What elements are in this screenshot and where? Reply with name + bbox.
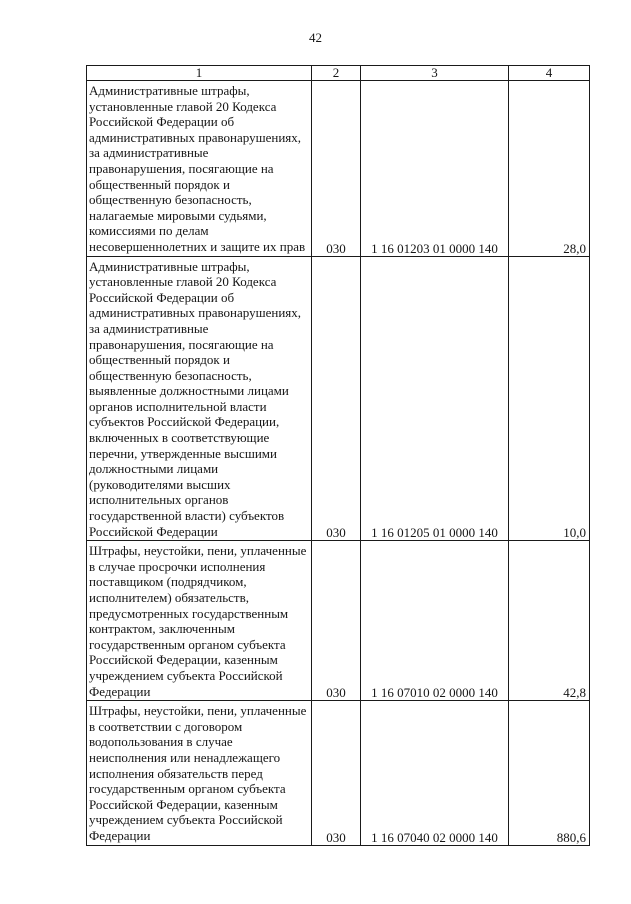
revenue-name-line: государственным органом субъекта xyxy=(89,636,286,652)
amount-cell: 880,6 xyxy=(509,701,590,845)
revenue-name-line: правонарушения, посягающие на xyxy=(89,160,274,176)
amount-cell: 10,0 xyxy=(509,256,590,541)
revenue-name-line: государственной власти) субъектов xyxy=(89,508,285,524)
column-header-2: 2 xyxy=(312,66,361,81)
revenue-name-line: (руководителями высших xyxy=(89,476,231,492)
revenue-name-line: Российской Федерации об xyxy=(89,289,235,305)
revenue-name-line: учреждением субъекта Российской xyxy=(89,812,283,828)
budget-classification-code-cell: 1 16 07040 02 0000 140 xyxy=(361,701,509,845)
revenue-name-line: в случае просрочки исполнения xyxy=(89,558,266,574)
column-header-4: 4 xyxy=(509,66,590,81)
revenue-name-line: Российской Федерации об xyxy=(89,114,235,130)
revenue-name-line: Административные штрафы, xyxy=(89,83,250,98)
revenue-name-cell xyxy=(87,701,312,845)
revenue-name-line: за административные xyxy=(89,320,209,336)
revenue-name-line: налагаемые мировыми судьями, xyxy=(89,207,267,223)
column-header-1: 1 xyxy=(87,66,312,81)
column-header-3: 3 xyxy=(361,66,509,81)
revenue-name-line: Штрафы, неустойки, пени, уплаченные xyxy=(89,703,307,719)
revenue-name-line: Штрафы, неустойки, пени, уплаченные xyxy=(89,543,307,559)
amount-cell: 42,8 xyxy=(509,541,590,701)
admin-code-cell: 030 xyxy=(312,541,361,701)
revenue-name-line: установленные главой 20 Кодекса xyxy=(89,274,277,290)
revenue-name-line: исполнительных органов xyxy=(89,492,229,508)
revenue-name-line: Федерации xyxy=(89,827,151,843)
revenue-name-line: административных правонарушениях, xyxy=(89,129,301,145)
budget-classification-code-cell: 1 16 01205 01 0000 140 xyxy=(361,256,509,541)
revenue-name-line: Российской Федерации, казенным xyxy=(89,652,278,668)
revenue-name-line: органов исполнительной власти xyxy=(89,398,267,414)
table-row xyxy=(87,701,590,845)
revenue-name-line: несовершеннолетних и защите их прав xyxy=(89,238,306,254)
revenue-name-line: общественный порядок и xyxy=(89,352,230,368)
revenue-name-line: установленные главой 20 Кодекса xyxy=(89,98,277,114)
revenue-name-line: общественную безопасность, xyxy=(89,367,252,383)
revenue-name-cell xyxy=(87,541,312,701)
revenue-name-line: Российской Федерации xyxy=(89,523,218,539)
revenue-name-line: правонарушения, посягающие на xyxy=(89,336,274,352)
revenue-name-line: предусмотренных государственным xyxy=(89,605,289,621)
revenue-name-line: водопользования в случае xyxy=(89,734,233,750)
revenue-name-line: комиссиями по делам xyxy=(89,223,209,239)
revenue-name-line: перечни, утвержденные высшими xyxy=(89,445,277,461)
table-header-row xyxy=(87,66,590,81)
revenue-name-line: исполнителем) обязательств, xyxy=(89,590,249,605)
budget-classification-code-cell: 1 16 01203 01 0000 140 xyxy=(361,81,509,257)
revenue-table xyxy=(86,65,590,846)
revenue-name-line: Российской Федерации, казенным xyxy=(89,796,278,812)
page-number: 42 xyxy=(309,30,322,45)
amount-cell: 28,0 xyxy=(509,81,590,257)
budget-classification-code-cell: 1 16 07010 02 0000 140 xyxy=(361,541,509,701)
revenue-name-line: учреждением субъекта Российской xyxy=(89,667,283,683)
revenue-name-line: включенных в соответствующие xyxy=(89,430,270,446)
revenue-name-line: субъектов Российской Федерации, xyxy=(89,414,280,430)
revenue-name-line: Федерации xyxy=(89,683,151,699)
revenue-name-line: выявленные должностными лицами xyxy=(89,383,289,399)
table-row xyxy=(87,81,590,257)
table-row xyxy=(87,541,590,701)
revenue-name-cell xyxy=(87,81,312,257)
revenue-name-line: контрактом, заключенным xyxy=(89,621,235,637)
revenue-name-line: административных правонарушениях, xyxy=(89,305,301,321)
revenue-name-line: за административные xyxy=(89,145,209,161)
admin-code-cell: 030 xyxy=(312,256,361,541)
revenue-name-line: в соответствии с договором xyxy=(89,718,243,734)
revenue-name-line: исполнения обязательств перед xyxy=(89,765,263,781)
revenue-name-line: неисполнения или ненадлежащего xyxy=(89,749,281,765)
revenue-name-line: Административные штрафы, xyxy=(89,258,250,274)
revenue-name-line: государственным органом субъекта xyxy=(89,781,286,797)
revenue-name-cell xyxy=(87,256,312,541)
revenue-name-line: поставщиком (подрядчиком, xyxy=(89,574,247,590)
admin-code-cell: 030 xyxy=(312,701,361,845)
table-row xyxy=(87,256,590,541)
revenue-name-line: общественную безопасность, xyxy=(89,192,252,208)
admin-code-cell: 030 xyxy=(312,81,361,257)
revenue-name-line: должностными лицами xyxy=(89,461,219,477)
revenue-name-line: общественный порядок и xyxy=(89,176,230,192)
